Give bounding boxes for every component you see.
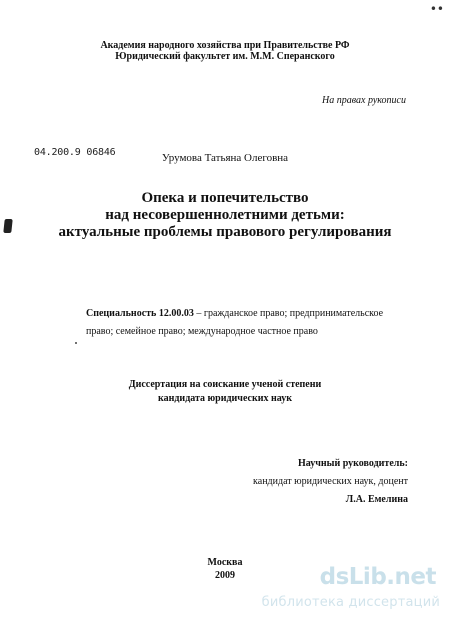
- advisor-name: Л.А. Емелина: [345, 494, 408, 505]
- advisor-label: Научный руководитель:: [298, 458, 408, 469]
- advisor-degree: кандидат юридических наук, доцент: [253, 476, 408, 487]
- degree-block: [0, 378, 450, 406]
- dissertation-title: [0, 190, 450, 241]
- institution-header: [0, 40, 450, 62]
- title-line-3: актуальные проблемы правового регулирования: [58, 224, 392, 240]
- manuscript-note: На правах рукописи: [322, 95, 406, 106]
- scan-speck: [75, 342, 77, 344]
- specialty-text-2: право; семейное право; международное частное право: [86, 326, 318, 337]
- title-line-2: над несовершеннолетними детьми:: [105, 207, 345, 223]
- institution-name: Академия народного хозяйства при Правительстве РФ: [100, 40, 350, 51]
- degree-line-2: кандидата юридических наук: [158, 393, 292, 404]
- specialty-label: Специальность 12.00.03: [86, 308, 194, 319]
- archive-stamp-number: 04.200.9 06846: [34, 147, 116, 158]
- watermark-subtitle: библиотека диссертаций: [261, 595, 440, 610]
- specialty-block: [86, 305, 426, 341]
- faculty-name: Юридический факультет им. М.М. Сперанского: [115, 51, 335, 62]
- title-line-1: Опека и попечительство: [141, 190, 309, 206]
- degree-line-1: Диссертация на соискание ученой степени: [128, 379, 322, 390]
- watermark-logo: dsLib.net: [319, 564, 436, 590]
- footer-year: 2009: [215, 570, 235, 581]
- specialty-text-1: – гражданское право; предпринимательское: [193, 308, 384, 319]
- author-name: Урумова Татьяна Олеговна: [161, 152, 289, 164]
- footer-city: Москва: [207, 557, 243, 568]
- scan-corner-mark: ••: [429, 2, 444, 16]
